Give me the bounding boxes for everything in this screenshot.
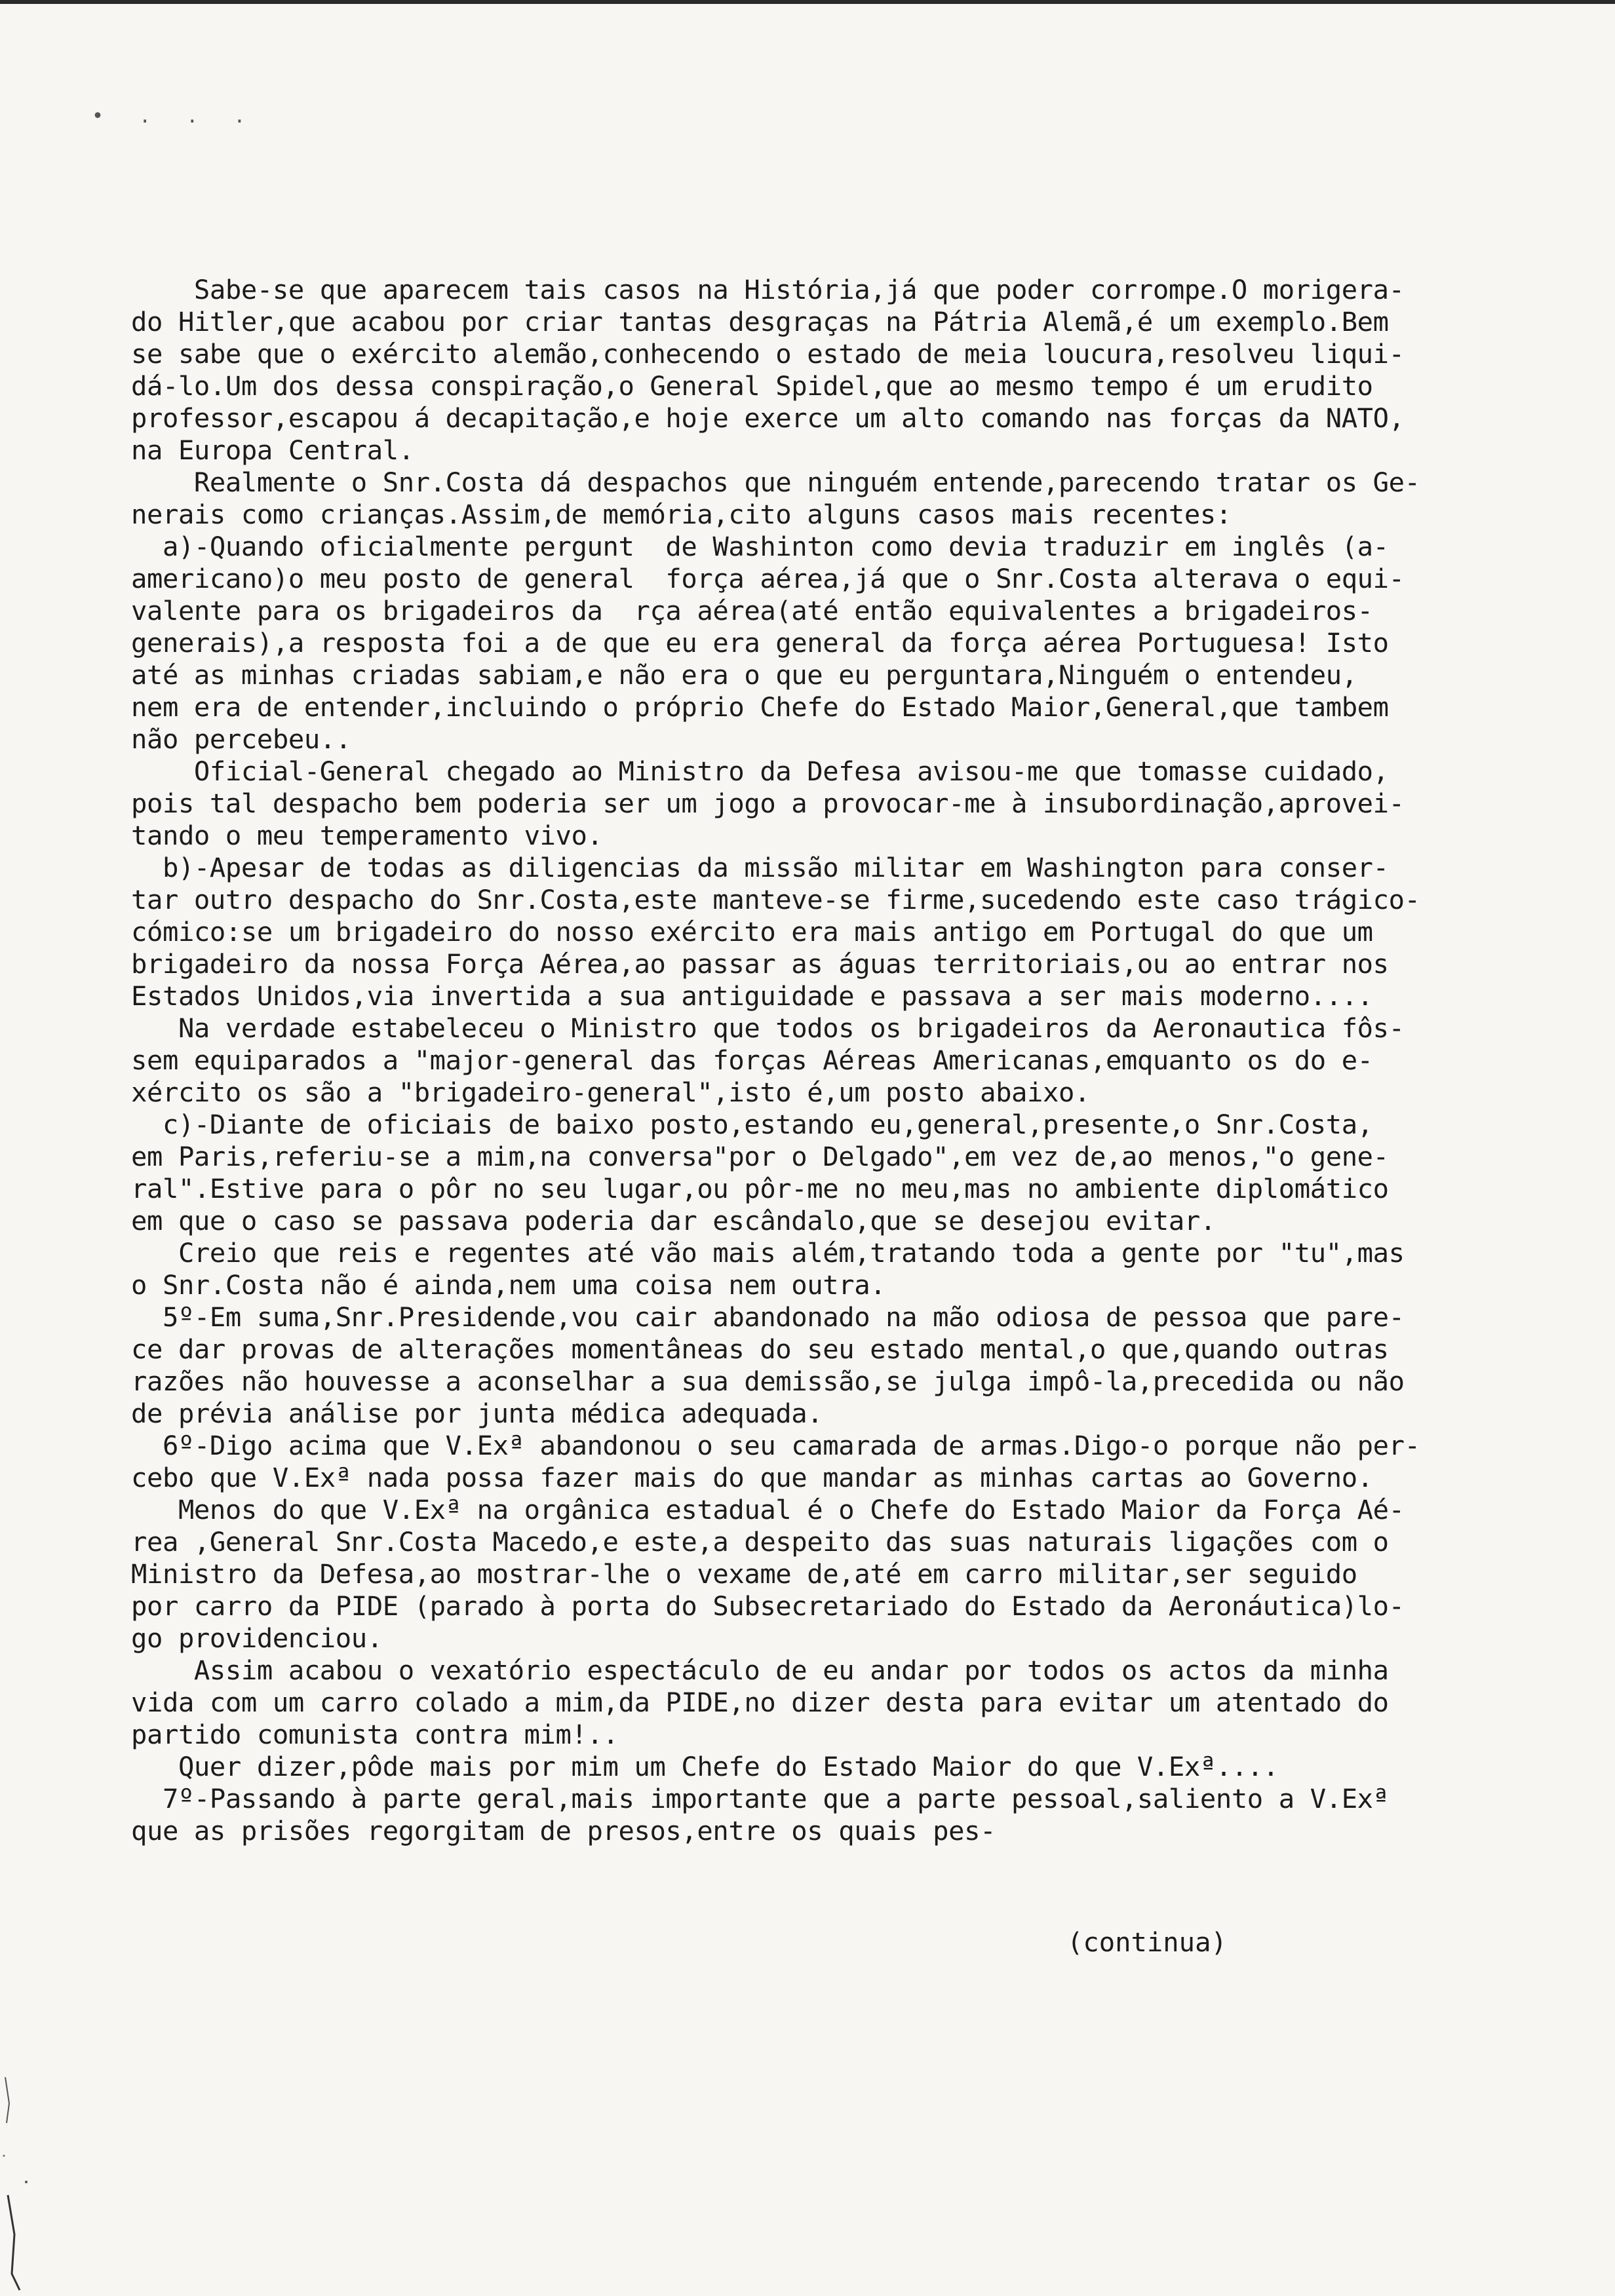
body-line: de prévia análise por junta médica adequada. xyxy=(131,1398,823,1429)
body-line: até as minhas criadas sabiam,e não era o que eu perguntara,Ninguém o entendeu, xyxy=(131,659,1357,691)
body-line: não percebeu.. xyxy=(131,723,351,755)
body-line: partido comunista contra mim!.. xyxy=(131,1719,619,1750)
body-line: Sabe-se que aparecem tais casos na História,já que poder corrompe.O morigera- xyxy=(131,274,1405,305)
margin-specks xyxy=(0,2064,46,2293)
body-line: Estados Unidos,via invertida a sua antiguidade e passava a ser mais moderno.... xyxy=(131,980,1373,1012)
body-line: xército os são a "brigadeiro-general",isto é,um posto abaixo. xyxy=(131,1077,1090,1108)
body-line: por carro da PIDE (parado à porta do Subsecretariado do Estado da Aeronáutica)lo- xyxy=(131,1590,1405,1622)
body-line: cebo que V.Exª nada possa fazer mais do que mandar as minhas cartas ao Governo. xyxy=(131,1462,1373,1493)
body-line: nem era de entender,incluindo o próprio Chefe do Estado Maior,General,que tambem xyxy=(131,691,1389,723)
body-line: ral".Estive para o pôr no seu lugar,ou pôr-me no meu,mas no ambiente diplomático xyxy=(131,1173,1389,1204)
body-line: Na verdade estabeleceu o Ministro que todos os brigadeiros da Aeronautica fôs- xyxy=(131,1012,1405,1044)
body-line: Creio que reis e regentes até vão mais além,tratando toda a gente por "tu",mas xyxy=(131,1237,1405,1269)
body-line: valente para os brigadeiros da rça aérea(até então equivalentes a brigadeiros- xyxy=(131,595,1373,626)
body-line: pois tal despacho bem poderia ser um jogo a provocar-me à insubordinação,aprovei- xyxy=(131,788,1405,819)
body-line: 6º-Digo acima que V.Exª abandonou o seu camarada de armas.Digo-o porque não per- xyxy=(131,1430,1420,1461)
body-line: que as prisões regorgitam de presos,entre os quais pes- xyxy=(131,1815,996,1846)
page-top-edge xyxy=(0,0,1615,4)
body-line: Menos do que V.Exª na orgânica estadual é o Chefe do Estado Maior da Força Aé- xyxy=(131,1494,1405,1525)
body-line: rea ,General Snr.Costa Macedo,e este,a despeito das suas naturais ligações com o xyxy=(131,1526,1389,1558)
body-line: em Paris,referiu-se a mim,na conversa"por o Delgado",em vez de,ao menos,"o gene- xyxy=(131,1141,1389,1172)
body-line: na Europa Central. xyxy=(131,434,414,466)
body-line: tando o meu temperamento vivo. xyxy=(131,820,603,851)
page-header-marks: • . . . xyxy=(92,105,258,128)
body-line: sem equiparados a "major-general das forças Aéreas Americanas,emquanto os do e- xyxy=(131,1044,1373,1076)
body-line: c)-Diante de oficiais de baixo posto,estando eu,general,presente,o Snr.Costa, xyxy=(131,1109,1373,1140)
body-line: Assim acabou o vexatório espectáculo de eu andar por todos os actos da minha xyxy=(131,1655,1389,1686)
body-line: 7º-Passando à parte geral,mais importante que a parte pessoal,saliento a V.Exª xyxy=(131,1783,1389,1814)
body-line: do Hitler,que acabou por criar tantas desgraças na Pátria Alemã,é um exemplo.Bem xyxy=(131,306,1389,337)
body-line: Realmente o Snr.Costa dá despachos que ninguém entende,parecendo tratar os Ge- xyxy=(131,467,1420,498)
body-line: em que o caso se passava poderia dar escândalo,que se desejou evitar. xyxy=(131,1205,1216,1236)
body-line: o Snr.Costa não é ainda,nem uma coisa nem outra. xyxy=(131,1269,886,1301)
body-line: Ministro da Defesa,ao mostrar-lhe o vexame de,até em carro militar,ser seguido xyxy=(131,1558,1357,1590)
body-line: professor,escapou á decapitação,e hoje exerce um alto comando nas forças da NATO, xyxy=(131,402,1405,434)
body-line: razões não houvesse a aconselhar a sua demissão,se julga impô-la,precedida ou não xyxy=(131,1366,1405,1397)
body-line: a)-Quando oficialmente pergunt de Washinton como devia traduzir em inglês (a- xyxy=(131,531,1389,562)
continues-marker: (continua) xyxy=(1067,1926,1227,1958)
body-line: dá-lo.Um dos dessa conspiração,o General Spidel,que ao mesmo tempo é um erudito xyxy=(131,370,1373,402)
body-line: ce dar provas de alterações momentâneas do seu estado mental,o que,quando outras xyxy=(131,1333,1389,1365)
body-line: 5º-Em suma,Snr.Presidende,vou cair abandonado na mão odiosa de pessoa que pare- xyxy=(131,1301,1405,1333)
body-line: cómico:se um brigadeiro do nosso exército era mais antigo em Portugal do que um xyxy=(131,916,1373,947)
body-line: americano)o meu posto de general força aérea,já que o Snr.Costa alterava o equi- xyxy=(131,563,1405,594)
body-line: brigadeiro da nossa Força Aérea,ao passar as águas territoriais,ou ao entrar nos xyxy=(131,948,1389,980)
body-line: se sabe que o exército alemão,conhecendo o estado de meia loucura,resolveu liqui- xyxy=(131,338,1405,370)
body-line: Oficial-General chegado ao Ministro da Defesa avisou-me que tomasse cuidado, xyxy=(131,756,1389,787)
body-line: tar outro despacho do Snr.Costa,este manteve-se firme,sucedendo este caso trágico- xyxy=(131,884,1420,915)
body-line: generais),a resposta foi a de que eu era general da força aérea Portuguesa! Isto xyxy=(131,627,1389,659)
body-line: Quer dizer,pôde mais por mim um Chefe do Estado Maior do que V.Exª.... xyxy=(131,1751,1279,1782)
typed-letter-body xyxy=(131,274,1547,1847)
body-line: vida com um carro colado a mim,da PIDE,no dizer desta para evitar um atentado do xyxy=(131,1687,1389,1718)
body-line: nerais como crianças.Assim,de memória,cito alguns casos mais recentes: xyxy=(131,499,1232,530)
body-line: go providenciou. xyxy=(131,1622,383,1654)
body-line: b)-Apesar de todas as diligencias da missão militar em Washington para conser- xyxy=(131,852,1389,883)
